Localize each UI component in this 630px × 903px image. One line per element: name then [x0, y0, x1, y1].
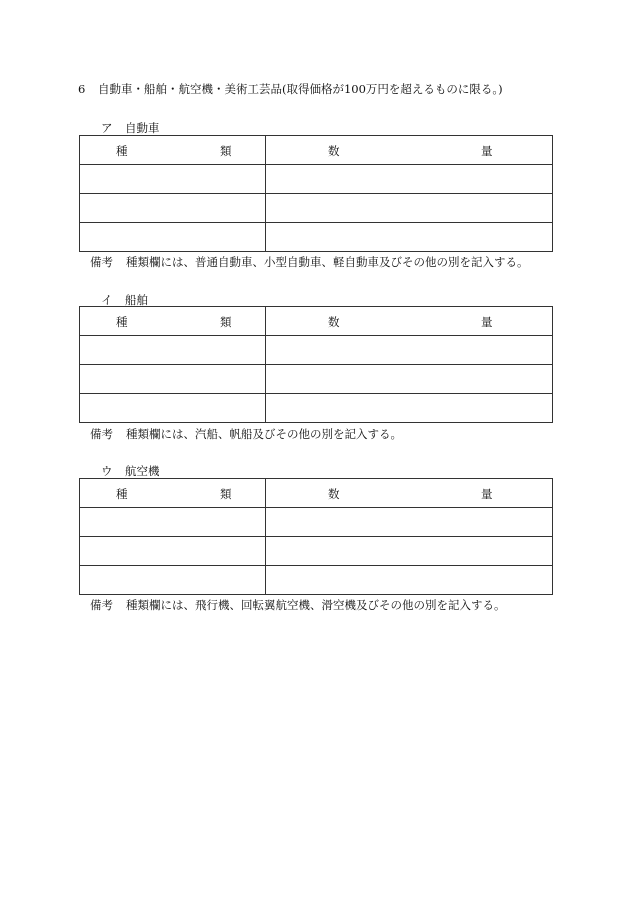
note-label: 備考 — [90, 255, 113, 269]
quantity-header-char-1: 数 — [328, 315, 340, 329]
kind-header-char-1: 種 — [116, 144, 128, 158]
kind-header — [80, 136, 266, 165]
kind-header-char-2: 類 — [220, 144, 232, 158]
table-row — [80, 508, 553, 537]
subsection-mark: ア — [101, 121, 113, 135]
table-row — [80, 194, 553, 223]
note-text: 種類欄には、汽船、帆船及びその他の別を記入する。 — [126, 427, 402, 441]
subsection-title-automobile — [101, 120, 160, 136]
kind-header-char-1: 種 — [116, 487, 128, 501]
kind-cell[interactable] — [80, 194, 266, 223]
note-label: 備考 — [90, 598, 113, 612]
subsection-mark: イ — [101, 293, 113, 307]
aircraft-table — [79, 478, 553, 595]
kind-header — [80, 307, 266, 336]
kind-cell[interactable] — [80, 508, 266, 537]
quantity-header-char-2: 量 — [481, 144, 493, 158]
quantity-header — [266, 479, 553, 508]
table-row — [80, 537, 553, 566]
section-number: 6 — [78, 82, 86, 96]
automobile-table — [79, 135, 553, 252]
automobile-note — [90, 254, 529, 270]
kind-header-char-2: 類 — [220, 487, 232, 501]
quantity-header — [266, 136, 553, 165]
kind-cell[interactable] — [80, 336, 266, 365]
subsection-title-aircraft — [101, 463, 160, 479]
quantity-cell[interactable] — [266, 336, 553, 365]
note-text: 種類欄には、飛行機、回転翼航空機、滑空機及びその他の別を記入する。 — [126, 598, 506, 612]
note-text: 種類欄には、普通自動車、小型自動車、軽自動車及びその他の別を記入する。 — [126, 255, 529, 269]
table-header-row — [80, 479, 553, 508]
kind-header-char-2: 類 — [220, 315, 232, 329]
table-row — [80, 223, 553, 252]
table-row — [80, 165, 553, 194]
table-row — [80, 336, 553, 365]
section-heading — [78, 81, 503, 97]
table-row — [80, 365, 553, 394]
kind-cell[interactable] — [80, 394, 266, 423]
kind-header — [80, 479, 266, 508]
kind-cell[interactable] — [80, 537, 266, 566]
kind-cell[interactable] — [80, 165, 266, 194]
quantity-header-char-2: 量 — [481, 487, 493, 501]
note-label: 備考 — [90, 427, 113, 441]
ship-note — [90, 426, 402, 442]
quantity-cell[interactable] — [266, 566, 553, 595]
subsection-label: 自動車 — [125, 121, 160, 135]
kind-header-char-1: 種 — [116, 315, 128, 329]
quantity-cell[interactable] — [266, 165, 553, 194]
quantity-cell[interactable] — [266, 537, 553, 566]
kind-cell[interactable] — [80, 365, 266, 394]
aircraft-note — [90, 597, 506, 613]
quantity-header-char-2: 量 — [481, 315, 493, 329]
section-title: 自動車・船舶・航空機・美術工芸品(取得価格が100万円を超えるものに限る。) — [98, 82, 503, 96]
quantity-cell[interactable] — [266, 365, 553, 394]
kind-cell[interactable] — [80, 223, 266, 252]
quantity-header — [266, 307, 553, 336]
ship-table — [79, 306, 553, 423]
quantity-cell[interactable] — [266, 508, 553, 537]
table-header-row — [80, 136, 553, 165]
table-row — [80, 394, 553, 423]
subsection-label: 航空機 — [125, 464, 160, 478]
subsection-mark: ウ — [101, 464, 113, 478]
quantity-header-char-1: 数 — [328, 487, 340, 501]
quantity-cell[interactable] — [266, 194, 553, 223]
table-header-row — [80, 307, 553, 336]
quantity-cell[interactable] — [266, 223, 553, 252]
table-row — [80, 566, 553, 595]
quantity-header-char-1: 数 — [328, 144, 340, 158]
subsection-label: 船舶 — [125, 293, 148, 307]
kind-cell[interactable] — [80, 566, 266, 595]
quantity-cell[interactable] — [266, 394, 553, 423]
